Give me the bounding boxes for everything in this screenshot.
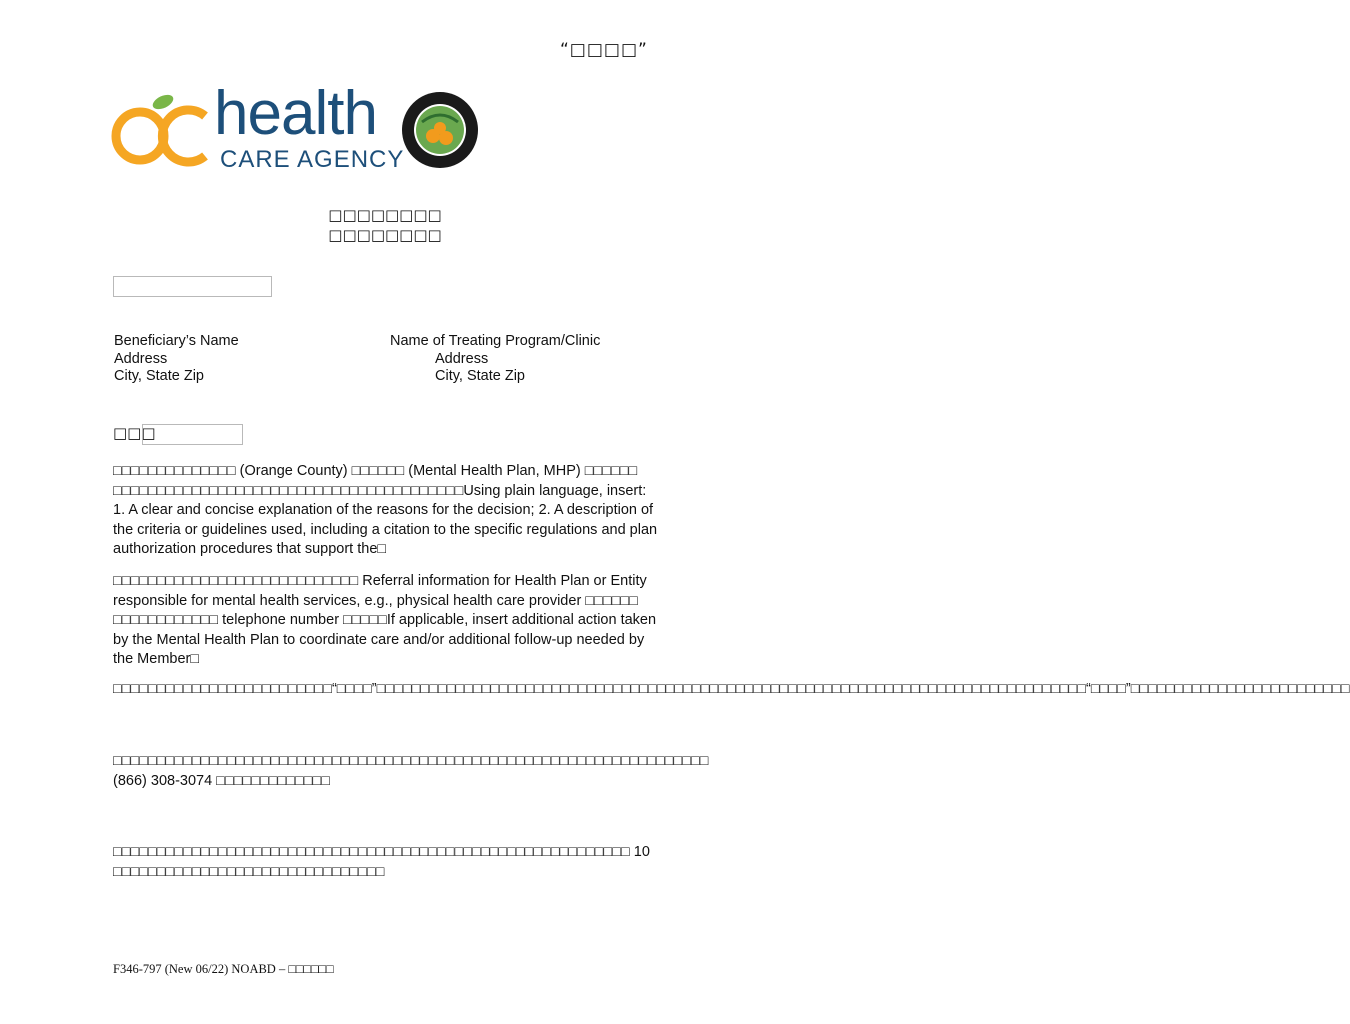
paragraph-referral: □□□□□□□□□□□□□□□□□□□□□□□□□□□□ Referral information for Health Plan or Entity responsible for mental health services, e.g., physical health care provider □□□□□□ □□□□□□□□□□□□ telephone number □□□□□If applicable, insert additional action taken by the Mental Health Plan to coordinate care and/or additional follow-up needed by the Member□ (113, 573, 657, 667)
county-seal-icon (400, 90, 480, 170)
logo-agency-text: CARE AGENCY (220, 146, 405, 173)
program-address: Address (435, 350, 489, 367)
oc-logo-icon (110, 88, 220, 178)
program-address-block (390, 333, 600, 386)
logo-health-text: health (214, 79, 377, 148)
header-mark: “□□□□” (560, 40, 648, 60)
beneficiary-address-block (114, 333, 239, 386)
date-field[interactable] (113, 276, 272, 297)
beneficiary-city: City, State Zip (114, 368, 204, 384)
salutation-name-field[interactable] (142, 424, 243, 445)
form-footer: F346-797 (New 06/22) NOABD – □□□□□□ (113, 962, 334, 976)
paragraph-contact: □□□□□□□□□□□□□□□□□□□□□□□□□□□□□□□□□□□□□□□□□□□□□□□□□□□□□□□□□□□□□□□□□□□□ (866) 308-3074 □□□□□□□□□□□□□ (113, 753, 709, 789)
header-line-1: □□□□□□□□ (328, 206, 442, 224)
paragraph-rights: □□□□□□□□□□□□□□□□□□□□□□□□□“□□□□”□□□□□□□□□□□□□□□□□□□□□□□□□□□□□□□□□□□□□□□□□□□□□□□□□□□□□□□□□□□□□□□□□□□□□□□□□□□□□□□□□“□□□□”□□□□□□□□□□□□□□□□□□□□□□□□□ (113, 681, 1350, 697)
oc-health-care-agency-logo (110, 79, 480, 178)
program-city: City, State Zip (435, 368, 525, 384)
salutation: □□□ (113, 424, 156, 442)
header-center-lines (0, 205, 770, 245)
paragraph-decision: □□□□□□□□□□□□□□ (Orange County) □□□□□□ (Mental Health Plan, MHP) □□□□□□ □□□□□□□□□□□□□□□□□□□□□□□□□□□□□□□□□□□□□□□□Using plain language, insert: 1. A clear and concise explanation of the reasons for the decision; 2. A description of the criteria or guidelines used, including a citation to the specific regulations and plan authorization procedures that support the□ (113, 463, 658, 557)
program-name: Name of Treating Program/Clinic (390, 333, 601, 349)
beneficiary-name: Beneficiary’s Name (114, 333, 239, 349)
paragraph-deadline: □□□□□□□□□□□□□□□□□□□□□□□□□□□□□□□□□□□□□□□□□□□□□□□□□□□□□□□□□□□ 10 □□□□□□□□□□□□□□□□□□□□□□□□□□□□□□□ (113, 844, 650, 880)
beneficiary-address: Address (114, 350, 168, 367)
header-line-2: □□□□□□□□ (328, 226, 442, 244)
